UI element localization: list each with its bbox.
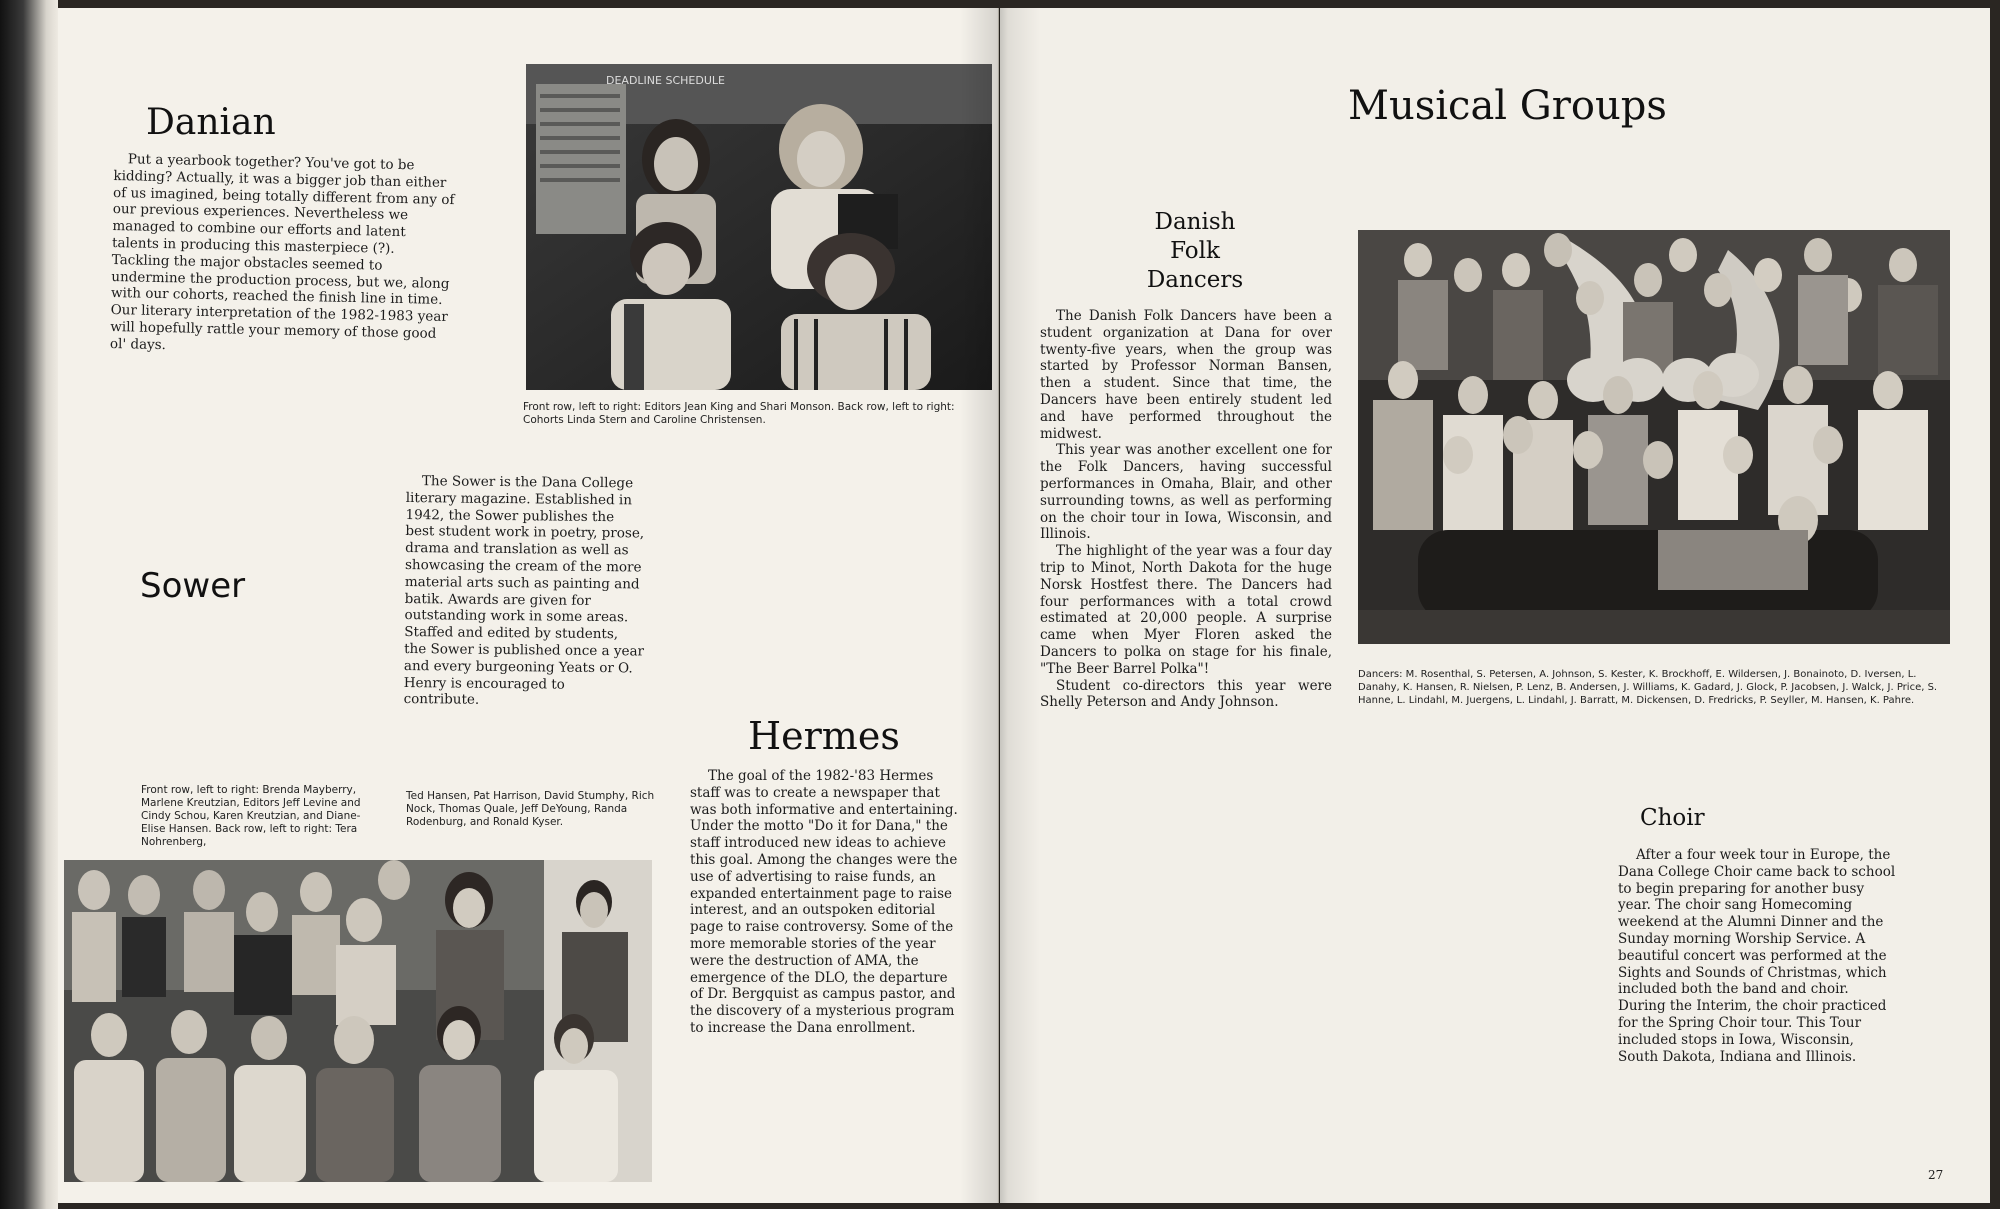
folk-dancers-caption: Dancers: M. Rosenthal, S. Petersen, A. Johnson, S. Kester, K. Brockhoff, E. Wildersen, J. Bonainoto, D. Iversen, L. Danahy, K. Hansen, R. Nielsen, P. Lenz, B. Andersen, J. Williams, K. Gadard, J. Glock, P. Jacobsen, J. Walck, J. Price, S. Hanne, L. Lindahl, M. Juergens, L. Lindahl, J. Barratt, M. Dickensen, D. Fredricks, P. Seyller, M. Hansen, K. Pahre. <box>1358 669 1938 706</box>
folk-dancers-heading-line3: Dancers <box>1146 267 1244 293</box>
folk-dancers-heading <box>1110 208 1280 295</box>
folk-dancers-para-4: Student co-directors this year were Shelly Peterson and Andy Johnson. <box>1040 677 1332 711</box>
hermes-caption-left: Front row, left to right: Brenda Mayberry, Marlene Kreutzian, Editors Jeff Levine and Cindy Schou, Karen Kreutzian, and Diane-Elise Hansen. Back row, left to right: Tera Nohrenberg, <box>141 784 361 848</box>
danian-heading: Danian <box>146 102 276 143</box>
left-page <box>58 8 999 1203</box>
folk-dancers-body <box>1040 308 1332 711</box>
right-page <box>1000 8 1990 1203</box>
hermes-body: The goal of the 1982-'83 Hermes staff was to create a newspaper that was both informative and entertaining. Under the motto "Do it for Dana," the staff introduced new ideas to achieve this goal. Among the changes were the use of advertising to raise funds, an expanded entertainment page to raise interest, and an outspoken editorial page to raise controversy. Some of the more memorable stories of the year were the destruction of AMA, the emergence of the DLO, the departure of Dr. Bergquist as campus pastor, and the discovery of a mysterious program to increase the Dana enrollment. <box>690 768 958 1036</box>
hermes-staff-photo <box>64 860 652 1182</box>
choir-body: After a four week tour in Europe, the Dana College Choir came back to school to begin preparing for another busy year. The choir sang Homecoming weekend at the Alumni Dinner and the Sunday morning Worship Service. A beautiful concert was performed at the Sights and Sounds of Christmas, which included both the band and choir. During the Interim, the choir practiced for the Spring Choir tour. This Tour included stops in Iowa, Wisconsin, South Dakota, Indiana and Illinois. <box>1618 847 1896 1065</box>
folk-dancers-heading-line2: Folk <box>1170 238 1220 264</box>
folk-dancers-para-1: The Danish Folk Dancers have been a student organization at Dana for over twenty-five years, when the group was started by Professor Norman Bansen, then a student. Since that time, the Dancers have been entirely student led and have performed throughout the midwest. <box>1040 308 1332 442</box>
folk-dancers-heading-line1: Danish <box>1154 209 1236 235</box>
musical-groups-heading: Musical Groups <box>1348 83 1667 129</box>
deadline-sign-text: DEADLINE SCHEDULE <box>606 74 725 87</box>
folk-dancers-para-2: This year was another excellent one for the Folk Dancers, having successful performances in Omaha, Blair, and other surrounding towns, as well as performing on the choir tour in Iowa, Wisconsin, and Illinois. <box>1040 442 1332 543</box>
sower-heading: Sower <box>140 566 246 606</box>
folk-dancers-para-3: The highlight of the year was a four day trip to Minot, North Dakota for the huge Norsk Hostfest there. The Dancers had four performances with a total crowd estimated at 20,000 people. A surprise came when Myer Floren asked the Dancers to polka on stage for his finale, "The Beer Barrel Polka"! <box>1040 543 1332 677</box>
page-number: 27 <box>1928 1168 1944 1182</box>
sower-body: The Sower is the Dana College literary magazine. Established in 1942, the Sower publishes the best student work in poetry, prose, drama and translation as well as showcasing the cream of the more material arts such as painting and batik. Awards are given for outstanding work in some areas. Staffed and edited by students, the Sower is published once a year and every burgeoning Yeats or O. Henry is encouraged to contribute. <box>403 473 645 709</box>
danian-editors-photo <box>526 64 992 390</box>
choir-heading: Choir <box>1640 805 1705 831</box>
hermes-heading: Hermes <box>748 714 900 758</box>
folk-dancers-photo <box>1358 230 1950 644</box>
book-edge <box>0 0 58 1209</box>
danian-body: Put a yearbook together? You've got to be kidding? Actually, it was a bigger job than either of us imagined, being totally different from any of our previous experiences. Nevertheless we managed to combine our efforts and latent talents in producing this masterpiece (?). Tackling the major obstacles seemed to undermine the production process, but we, along with our cohorts, reached the finish line in time. Our literary interpretation of the 1982-1983 year will hopefully rattle your memory of those good ol' days. <box>109 151 455 353</box>
hermes-caption-right: Ted Hansen, Pat Harrison, David Stumphy, Rich Nock, Thomas Quale, Jeff DeYoung, Randa Rodenburg, and Ronald Kyser. <box>406 790 655 828</box>
danian-caption: Front row, left to right: Editors Jean King and Shari Monson. Back row, left to right: Cohorts Linda Stern and Caroline Christensen. <box>523 401 955 426</box>
